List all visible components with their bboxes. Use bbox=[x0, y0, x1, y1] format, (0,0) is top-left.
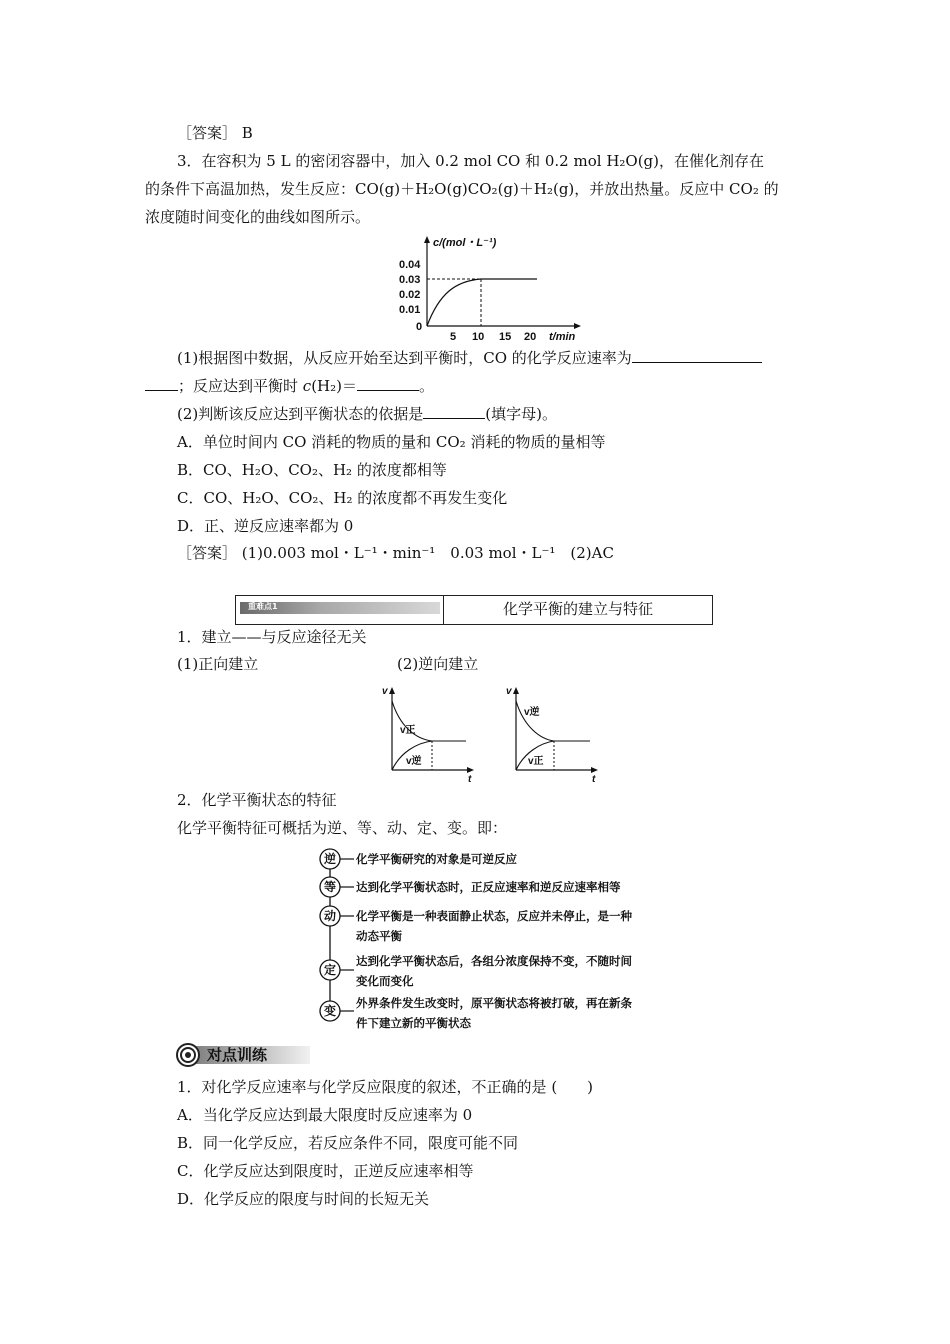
feature-char-ni: 逆 bbox=[324, 852, 337, 866]
forward-caption: (1)正向建立 bbox=[177, 655, 259, 673]
x-axis-arrow bbox=[574, 323, 581, 329]
key-point-header bbox=[235, 595, 713, 625]
section2-heading: 2．化学平衡状态的特征 bbox=[177, 791, 337, 809]
y-axis-label: c/(mol・L⁻¹) bbox=[433, 237, 497, 249]
subquestion1-text: (1)根据图中数据，从反应开始至达到平衡时，CO 的化学反应速率为 bbox=[177, 349, 632, 367]
x-axis-arrow bbox=[467, 767, 474, 773]
origin-label: 0 bbox=[416, 321, 423, 333]
answer-blank-rate-cont[interactable] bbox=[145, 376, 178, 391]
forward-rate-graph bbox=[378, 683, 478, 783]
subquestion1-line2 bbox=[145, 376, 434, 396]
x-axis-arrow bbox=[591, 767, 598, 773]
y-axis-arrow bbox=[513, 687, 519, 694]
upper-curve-label: v正 bbox=[400, 725, 416, 736]
x-axis-label: t/min bbox=[549, 331, 576, 343]
practice-badge-label: 对点训练 bbox=[207, 1046, 268, 1064]
x-tick-15: 15 bbox=[499, 331, 512, 343]
practice-option-b: B．同一化学反应，若反应条件不同，限度可能不同 bbox=[177, 1134, 519, 1152]
option-c: C．CO、H₂O、CO₂、H₂ 的浓度都不再发生变化 bbox=[177, 489, 508, 507]
feature-desc-deng: 达到化学平衡状态时，正反应速率和逆反应速率相等 bbox=[356, 882, 621, 894]
option-b: B．CO、H₂O、CO₂、H₂ 的浓度都相等 bbox=[177, 461, 447, 479]
y-axis-arrow bbox=[389, 687, 395, 694]
question3-line1: 3．在容积为 5 L 的密闭容器中，加入 0.2 mol CO 和 0.2 mol H₂O(g)，在催化剂存在 bbox=[177, 152, 765, 170]
subquestion1-line1 bbox=[177, 348, 762, 368]
subquestion2-tail: (填字母)。 bbox=[485, 405, 557, 423]
practice-option-c: C．化学反应达到限度时，正逆反应速率相等 bbox=[177, 1162, 474, 1180]
subquestion2 bbox=[177, 404, 557, 424]
section2-intro: 化学平衡特征可概括为逆、等、动、定、变。即： bbox=[177, 819, 508, 837]
question3-line2: 的条件下高温加热，发生反应：CO(g)＋H₂O(g)CO₂(g)＋H₂(g)，并放出热量。反应中 CO₂ 的 bbox=[145, 180, 779, 198]
feature-desc-ni: 化学平衡研究的对象是可逆反应 bbox=[356, 854, 517, 866]
x-tick-20: 20 bbox=[524, 331, 537, 343]
y-tick-003: 0.03 bbox=[399, 274, 421, 286]
question3-line3: 浓度随时间变化的曲线如图所示。 bbox=[145, 208, 371, 226]
reverse-rate-graph bbox=[502, 683, 602, 783]
lower-curve-label: v逆 bbox=[406, 756, 422, 767]
practice-question1: 1．对化学反应速率与化学反应限度的叙述，不正确的是 ( ) bbox=[177, 1078, 594, 1096]
upper-curve-label: v逆 bbox=[524, 707, 540, 718]
feature-desc-ding-1: 达到化学平衡状态后，各组分浓度保持不变，不随时间 bbox=[356, 956, 632, 968]
subquestion1-text4: 。 bbox=[419, 377, 435, 395]
section1-heading: 1．建立——与反应途径无关 bbox=[177, 628, 367, 646]
feature-char-ding: 定 bbox=[324, 963, 337, 977]
subquestion1-text2: ；反应达到平衡时 bbox=[178, 377, 303, 395]
y-axis-arrow bbox=[424, 236, 430, 243]
key-point-tag: 重难点1 bbox=[248, 602, 278, 611]
feature-desc-bian-2: 件下建立新的平衡状态 bbox=[356, 1018, 471, 1030]
option-a: A．单位时间内 CO 消耗的物质的量和 CO₂ 消耗的物质的量相等 bbox=[177, 433, 606, 451]
lower-curve-label: v正 bbox=[528, 756, 544, 767]
target-icon bbox=[175, 1043, 205, 1067]
y-tick-004: 0.04 bbox=[399, 259, 421, 271]
x-tick-5: 5 bbox=[450, 331, 457, 343]
answer-blank-rate[interactable] bbox=[632, 348, 762, 363]
co2-concentration-graph bbox=[395, 234, 595, 344]
feature-desc-dong-2: 动态平衡 bbox=[356, 931, 402, 943]
x-axis-label: t bbox=[592, 774, 596, 783]
y-tick-001: 0.01 bbox=[399, 304, 421, 316]
feature-desc-dong-1: 化学平衡是一种表面静止状态，反应并未停止，是一种 bbox=[356, 911, 632, 923]
key-point-title: 化学平衡的建立与特征 bbox=[502, 600, 653, 618]
question3-answer: ［答案］ (1)0.003 mol・L⁻¹・min⁻¹ 0.03 mol・L⁻¹ (2)AC bbox=[177, 544, 614, 562]
answer-blank-concentration[interactable] bbox=[357, 376, 419, 391]
x-axis-label: t bbox=[468, 774, 472, 783]
y-axis-label: v bbox=[506, 686, 512, 697]
x-tick-10: 10 bbox=[472, 331, 485, 343]
answer-blank-basis[interactable] bbox=[423, 404, 485, 419]
subquestion1-text3: (H₂)＝ bbox=[311, 377, 357, 395]
practice-option-d: D．化学反应的限度与时间的长短无关 bbox=[177, 1190, 430, 1208]
feature-char-dong: 动 bbox=[324, 909, 337, 923]
feature-char-deng: 等 bbox=[324, 880, 337, 894]
feature-desc-bian-1: 外界条件发生改变时，原平衡状态将被打破，再在新条 bbox=[356, 998, 632, 1010]
feature-char-bian: 变 bbox=[324, 1004, 337, 1018]
y-axis-label: v bbox=[382, 686, 388, 697]
symbol-c: c bbox=[302, 377, 312, 395]
practice-option-a: A．当化学反应达到最大限度时反应速率为 0 bbox=[177, 1106, 473, 1124]
co2-curve bbox=[427, 279, 537, 326]
equilibrium-features-diagram bbox=[312, 845, 692, 1035]
reverse-caption: (2)逆向建立 bbox=[397, 655, 479, 673]
y-tick-002: 0.02 bbox=[399, 289, 421, 301]
subquestion2-text: (2)判断该反应达到平衡状态的依据是 bbox=[177, 405, 424, 423]
practice-badge bbox=[175, 1043, 310, 1065]
feature-desc-ding-2: 变化而变化 bbox=[356, 976, 414, 988]
previous-answer: ［答案］ B bbox=[177, 124, 253, 142]
option-d: D．正、逆反应速率都为 0 bbox=[177, 517, 354, 535]
